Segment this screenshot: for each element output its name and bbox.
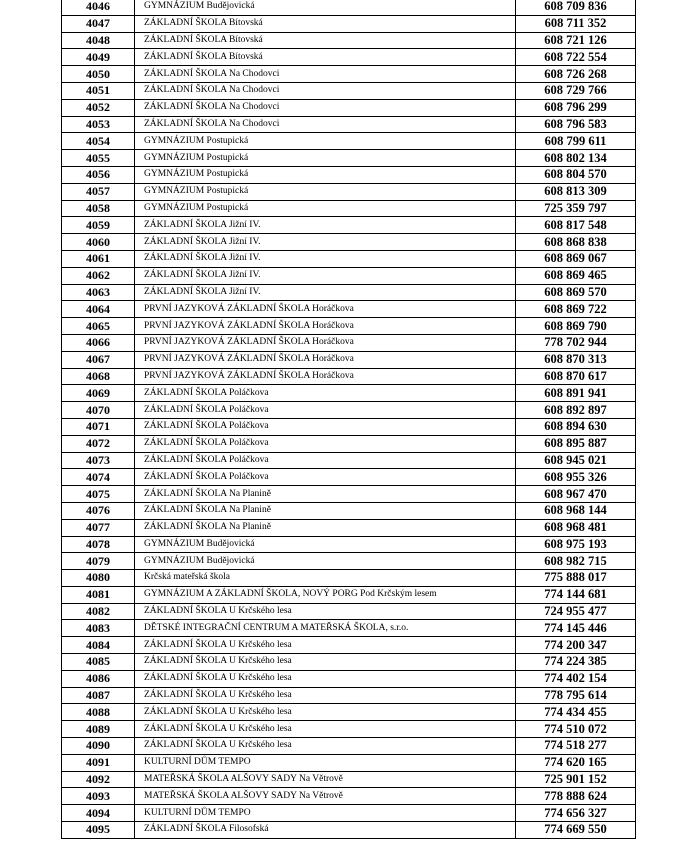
institution-name: PRVNÍ JAZYKOVÁ ZÁKLADNÍ ŠKOLA Horáčkova: [135, 301, 516, 318]
table-row: [62, 519, 636, 536]
table-row: [62, 536, 636, 553]
phone-number: 608 813 309: [516, 183, 636, 200]
institution-name: GYMNÁZIUM Budějovická: [135, 553, 516, 570]
row-number: 4091: [62, 754, 135, 771]
institution-name: ZÁKLADNÍ ŠKOLA Poláčkova: [135, 402, 516, 419]
phone-number: 774 669 550: [516, 822, 636, 839]
row-number: 4090: [62, 738, 135, 755]
table-row: [62, 166, 636, 183]
row-number: 4065: [62, 318, 135, 335]
table-row: [62, 721, 636, 738]
phone-number: 608 869 570: [516, 284, 636, 301]
row-number: 4055: [62, 150, 135, 167]
table-row: [62, 469, 636, 486]
table-row: [62, 553, 636, 570]
institution-name: ZÁKLADNÍ ŠKOLA Bítovská: [135, 15, 516, 32]
phone-number: 724 955 477: [516, 603, 636, 620]
table-row: [62, 687, 636, 704]
phone-number: 608 802 134: [516, 150, 636, 167]
phone-number: 774 145 446: [516, 620, 636, 637]
row-number: 4094: [62, 805, 135, 822]
table-row: [62, 754, 636, 771]
institution-name: KULTURNÍ DŮM TEMPO: [135, 805, 516, 822]
phone-number: 608 726 268: [516, 66, 636, 83]
table-row: [62, 654, 636, 671]
row-number: 4067: [62, 351, 135, 368]
table-row: [62, 738, 636, 755]
row-number: 4085: [62, 654, 135, 671]
row-number: 4061: [62, 250, 135, 267]
table-row: [62, 704, 636, 721]
table-row: [62, 318, 636, 335]
institution-name: DĚTSKÉ INTEGRAČNÍ CENTRUM A MATEŘSKÁ ŠKOLA, s.r.o.: [135, 620, 516, 637]
phone-number: 725 359 797: [516, 200, 636, 217]
institution-name: ZÁKLADNÍ ŠKOLA U Krčského lesa: [135, 670, 516, 687]
row-number: 4064: [62, 301, 135, 318]
phone-list-table: [61, 0, 636, 839]
row-number: 4086: [62, 670, 135, 687]
table-row: [62, 217, 636, 234]
row-number: 4089: [62, 721, 135, 738]
institution-name: MATEŘSKÁ ŠKOLA ALŠOVY SADY Na Větrově: [135, 788, 516, 805]
phone-number: 608 945 021: [516, 452, 636, 469]
phone-number: 608 894 630: [516, 418, 636, 435]
table-row: [62, 200, 636, 217]
table-row: [62, 670, 636, 687]
table-row: [62, 82, 636, 99]
table-row: [62, 805, 636, 822]
row-number: 4049: [62, 49, 135, 66]
institution-name: ZÁKLADNÍ ŠKOLA U Krčského lesa: [135, 704, 516, 721]
table-row: [62, 822, 636, 839]
phone-number: 608 968 144: [516, 502, 636, 519]
row-number: 4071: [62, 418, 135, 435]
table-row: [62, 788, 636, 805]
row-number: 4060: [62, 234, 135, 251]
table-row: [62, 418, 636, 435]
phone-number: 774 224 385: [516, 654, 636, 671]
institution-name: ZÁKLADNÍ ŠKOLA Jižní IV.: [135, 267, 516, 284]
table-row: [62, 603, 636, 620]
row-number: 4068: [62, 368, 135, 385]
phone-number: 608 709 836: [516, 0, 636, 15]
row-number: 4078: [62, 536, 135, 553]
table-row: [62, 234, 636, 251]
phone-number: 774 434 455: [516, 704, 636, 721]
institution-name: GYMNÁZIUM Postupická: [135, 133, 516, 150]
institution-name: ZÁKLADNÍ ŠKOLA Na Chodovci: [135, 116, 516, 133]
institution-name: ZÁKLADNÍ ŠKOLA Na Planině: [135, 519, 516, 536]
institution-name: ZÁKLADNÍ ŠKOLA U Krčského lesa: [135, 603, 516, 620]
institution-name: GYMNÁZIUM Postupická: [135, 150, 516, 167]
phone-number: 778 702 944: [516, 334, 636, 351]
row-number: 4095: [62, 822, 135, 839]
table-row: [62, 66, 636, 83]
row-number: 4087: [62, 687, 135, 704]
phone-number: 608 722 554: [516, 49, 636, 66]
table-row: [62, 15, 636, 32]
phone-number: 774 620 165: [516, 754, 636, 771]
institution-name: GYMNÁZIUM Budějovická: [135, 0, 516, 15]
table-row: [62, 284, 636, 301]
institution-name: GYMNÁZIUM Budějovická: [135, 536, 516, 553]
phone-number: 775 888 017: [516, 570, 636, 587]
table-row: [62, 133, 636, 150]
phone-number: 608 891 941: [516, 385, 636, 402]
row-number: 4076: [62, 502, 135, 519]
phone-number: 778 888 624: [516, 788, 636, 805]
row-number: 4073: [62, 452, 135, 469]
row-number: 4072: [62, 435, 135, 452]
row-number: 4046: [62, 0, 135, 15]
row-number: 4052: [62, 99, 135, 116]
row-number: 4092: [62, 771, 135, 788]
table-row: [62, 183, 636, 200]
institution-name: ZÁKLADNÍ ŠKOLA Na Chodovci: [135, 99, 516, 116]
row-number: 4084: [62, 637, 135, 654]
table-row: [62, 334, 636, 351]
table-row: [62, 452, 636, 469]
row-number: 4050: [62, 66, 135, 83]
row-number: 4070: [62, 402, 135, 419]
institution-name: PRVNÍ JAZYKOVÁ ZÁKLADNÍ ŠKOLA Horáčkova: [135, 318, 516, 335]
institution-name: ZÁKLADNÍ ŠKOLA Na Planině: [135, 502, 516, 519]
phone-number: 608 968 481: [516, 519, 636, 536]
institution-name: ZÁKLADNÍ ŠKOLA U Krčského lesa: [135, 687, 516, 704]
phone-number: 608 869 790: [516, 318, 636, 335]
institution-name: ZÁKLADNÍ ŠKOLA U Krčského lesa: [135, 637, 516, 654]
institution-name: ZÁKLADNÍ ŠKOLA Poláčkova: [135, 418, 516, 435]
table-row: [62, 570, 636, 587]
row-number: 4088: [62, 704, 135, 721]
row-number: 4082: [62, 603, 135, 620]
table-row: [62, 435, 636, 452]
phone-number: 608 796 583: [516, 116, 636, 133]
phone-number: 608 796 299: [516, 99, 636, 116]
row-number: 4056: [62, 166, 135, 183]
table-row: [62, 250, 636, 267]
institution-name: PRVNÍ JAZYKOVÁ ZÁKLADNÍ ŠKOLA Horáčkova: [135, 368, 516, 385]
phone-number: 608 982 715: [516, 553, 636, 570]
table-row: [62, 502, 636, 519]
table-row: [62, 637, 636, 654]
phone-number: 608 804 570: [516, 166, 636, 183]
phone-number: 774 144 681: [516, 586, 636, 603]
institution-name: ZÁKLADNÍ ŠKOLA Poláčkova: [135, 452, 516, 469]
row-number: 4069: [62, 385, 135, 402]
phone-number: 774 656 327: [516, 805, 636, 822]
institution-name: PRVNÍ JAZYKOVÁ ZÁKLADNÍ ŠKOLA Horáčkova: [135, 334, 516, 351]
row-number: 4074: [62, 469, 135, 486]
institution-name: MATEŘSKÁ ŠKOLA ALŠOVY SADY Na Větrově: [135, 771, 516, 788]
row-number: 4051: [62, 82, 135, 99]
table-row: [62, 771, 636, 788]
phone-list-body: [62, 0, 636, 838]
row-number: 4048: [62, 32, 135, 49]
phone-number: 608 729 766: [516, 82, 636, 99]
phone-number: 608 895 887: [516, 435, 636, 452]
phone-number: 608 869 722: [516, 301, 636, 318]
institution-name: ZÁKLADNÍ ŠKOLA Na Planině: [135, 486, 516, 503]
table-row: [62, 49, 636, 66]
institution-name: ZÁKLADNÍ ŠKOLA Jižní IV.: [135, 284, 516, 301]
institution-name: PRVNÍ JAZYKOVÁ ZÁKLADNÍ ŠKOLA Horáčkova: [135, 351, 516, 368]
row-number: 4062: [62, 267, 135, 284]
row-number: 4058: [62, 200, 135, 217]
table-row: [62, 301, 636, 318]
table-row: [62, 385, 636, 402]
row-number: 4080: [62, 570, 135, 587]
table-row: [62, 267, 636, 284]
row-number: 4066: [62, 334, 135, 351]
row-number: 4083: [62, 620, 135, 637]
phone-number: 608 869 465: [516, 267, 636, 284]
institution-name: ZÁKLADNÍ ŠKOLA Bítovská: [135, 49, 516, 66]
table-row: [62, 116, 636, 133]
phone-number: 608 817 548: [516, 217, 636, 234]
row-number: 4079: [62, 553, 135, 570]
institution-name: ZÁKLADNÍ ŠKOLA Jižní IV.: [135, 250, 516, 267]
institution-name: GYMNÁZIUM Postupická: [135, 200, 516, 217]
phone-number: 608 955 326: [516, 469, 636, 486]
phone-number: 608 799 611: [516, 133, 636, 150]
institution-name: GYMNÁZIUM Postupická: [135, 183, 516, 200]
phone-number: 608 967 470: [516, 486, 636, 503]
institution-name: ZÁKLADNÍ ŠKOLA Bítovská: [135, 32, 516, 49]
row-number: 4047: [62, 15, 135, 32]
phone-number: 608 975 193: [516, 536, 636, 553]
phone-number: 608 869 067: [516, 250, 636, 267]
table-row: [62, 368, 636, 385]
row-number: 4093: [62, 788, 135, 805]
row-number: 4077: [62, 519, 135, 536]
institution-name: ZÁKLADNÍ ŠKOLA Poláčkova: [135, 469, 516, 486]
institution-name: ZÁKLADNÍ ŠKOLA Poláčkova: [135, 385, 516, 402]
institution-name: KULTURNÍ DŮM TEMPO: [135, 754, 516, 771]
phone-number: 774 200 347: [516, 637, 636, 654]
phone-number: 774 402 154: [516, 670, 636, 687]
institution-name: ZÁKLADNÍ ŠKOLA U Krčského lesa: [135, 654, 516, 671]
row-number: 4057: [62, 183, 135, 200]
institution-name: ZÁKLADNÍ ŠKOLA Filosofská: [135, 822, 516, 839]
institution-name: GYMNÁZIUM A ZÁKLADNÍ ŠKOLA, NOVÝ PORG Pod Krčským lesem: [135, 586, 516, 603]
institution-name: ZÁKLADNÍ ŠKOLA Jižní IV.: [135, 217, 516, 234]
row-number: 4063: [62, 284, 135, 301]
table-row: [62, 586, 636, 603]
table-row: [62, 0, 636, 15]
institution-name: ZÁKLADNÍ ŠKOLA U Krčského lesa: [135, 738, 516, 755]
institution-name: ZÁKLADNÍ ŠKOLA Poláčkova: [135, 435, 516, 452]
institution-name: ZÁKLADNÍ ŠKOLA Jižní IV.: [135, 234, 516, 251]
institution-name: ZÁKLADNÍ ŠKOLA Na Chodovci: [135, 66, 516, 83]
phone-number: 778 795 614: [516, 687, 636, 704]
phone-number: 608 721 126: [516, 32, 636, 49]
phone-number: 608 892 897: [516, 402, 636, 419]
phone-number: 774 510 072: [516, 721, 636, 738]
phone-number: 774 518 277: [516, 738, 636, 755]
table-row: [62, 486, 636, 503]
phone-number: 608 711 352: [516, 15, 636, 32]
institution-name: Krčská mateřská škola: [135, 570, 516, 587]
row-number: 4059: [62, 217, 135, 234]
table-row: [62, 351, 636, 368]
institution-name: ZÁKLADNÍ ŠKOLA Na Chodovci: [135, 82, 516, 99]
table-row: [62, 32, 636, 49]
table-row: [62, 620, 636, 637]
phone-number: 608 870 313: [516, 351, 636, 368]
table-row: [62, 99, 636, 116]
phone-number: 608 868 838: [516, 234, 636, 251]
institution-name: ZÁKLADNÍ ŠKOLA U Krčského lesa: [135, 721, 516, 738]
table-row: [62, 402, 636, 419]
row-number: 4053: [62, 116, 135, 133]
institution-name: GYMNÁZIUM Postupická: [135, 166, 516, 183]
row-number: 4054: [62, 133, 135, 150]
row-number: 4081: [62, 586, 135, 603]
phone-number: 725 901 152: [516, 771, 636, 788]
phone-number: 608 870 617: [516, 368, 636, 385]
row-number: 4075: [62, 486, 135, 503]
table-row: [62, 150, 636, 167]
